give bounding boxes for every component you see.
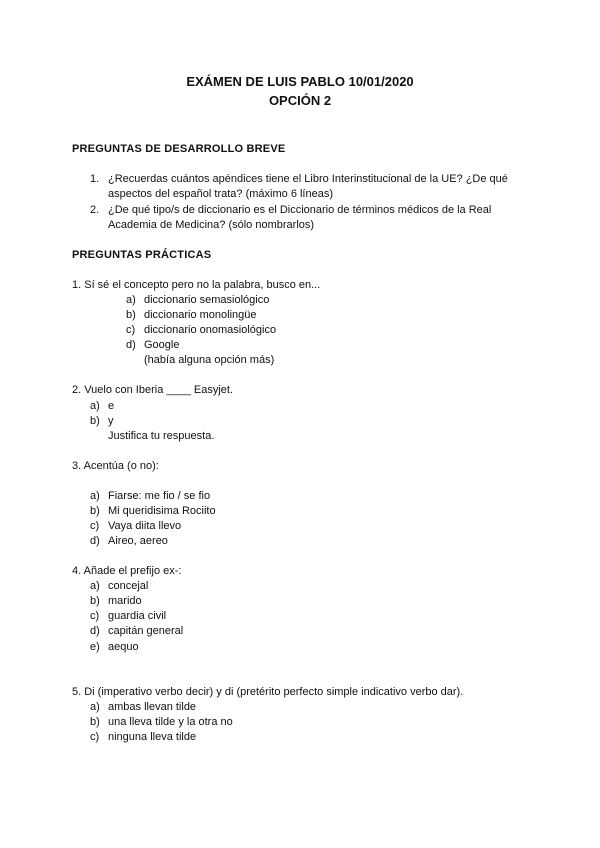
practice-3-option-c: c) Vaya diita llevo [90, 520, 182, 532]
practice-2-option-a: a) e [90, 400, 115, 412]
practice-4-option-d: d) capitán general [90, 625, 184, 637]
exam-option: OPCIÓN 2 [268, 93, 332, 108]
practice-5-option-b: b) una lleva tilde y la otra no [90, 716, 233, 728]
question-2-line-2: Academia de Medicina? (sólo nombrarlos) [108, 219, 315, 231]
section-heading-desarrollo: PREGUNTAS DE DESARROLLO BREVE [72, 143, 286, 155]
practice-2-note: Justifica tu respuesta. [108, 430, 215, 442]
practice-2-option-b: b) y [90, 415, 114, 427]
practice-1-option-c: c) diccionario onomasiológico [126, 324, 277, 336]
exam-title: EXÁMEN DE LUIS PABLO 10/01/2020 [186, 74, 414, 89]
section-heading-practicas: PREGUNTAS PRÁCTICAS [72, 249, 212, 261]
question-1-line-2: aspectos del español trata? (máximo 6 líneas) [108, 188, 334, 200]
question-1-line-1: ¿Recuerdas cuántos apéndices tiene el Libro Interinstitucional de la UE? ¿De qué [108, 173, 508, 185]
question-2-line-1: ¿De qué tipo/s de diccionario es el Diccionario de términos médicos de la Real [108, 204, 492, 216]
practice-1-stem: 1. Sí sé el concepto pero no la palabra, busco en... [72, 279, 321, 291]
practice-4-option-e: e) aequo [90, 641, 139, 653]
practice-4-option-a: a) concejal [90, 580, 149, 592]
practice-2-stem: 2. Vuelo con Iberia ____ Easyjet. [72, 384, 234, 396]
practice-3-stem: 3. Acentúa (o no): [72, 460, 159, 472]
practice-3-option-d: d) Aireo, aereo [90, 535, 168, 547]
practice-1-option-d: d) Google [126, 339, 180, 351]
practice-1-note: (había alguna opción más) [144, 354, 275, 366]
practice-1-option-a: a) diccionario semasiológico [126, 294, 270, 306]
practice-5-stem: 5. Di (imperativo verbo decir) y di (pretérito perfecto simple indicativo verbo dar). [72, 686, 464, 698]
practice-1-option-b: b) diccionario monolingüe [126, 309, 257, 321]
practice-4-stem: 4. Añade el prefijo ex-: [72, 565, 182, 577]
practice-3-option-b: b) Mi queridisima Rociito [90, 505, 216, 517]
practice-5-option-c: c) ninguna lleva tilde [90, 731, 197, 743]
practice-3-option-a: a) Fiarse: me fio / se fio [90, 490, 211, 502]
practice-4-option-b: b) marido [90, 595, 142, 607]
question-1-marker: 1. [90, 173, 100, 185]
question-2-marker: 2. [90, 204, 100, 216]
practice-5-option-a: a) ambas llevan tilde [90, 701, 197, 713]
practice-4-option-c: c) guardia civil [90, 610, 167, 622]
